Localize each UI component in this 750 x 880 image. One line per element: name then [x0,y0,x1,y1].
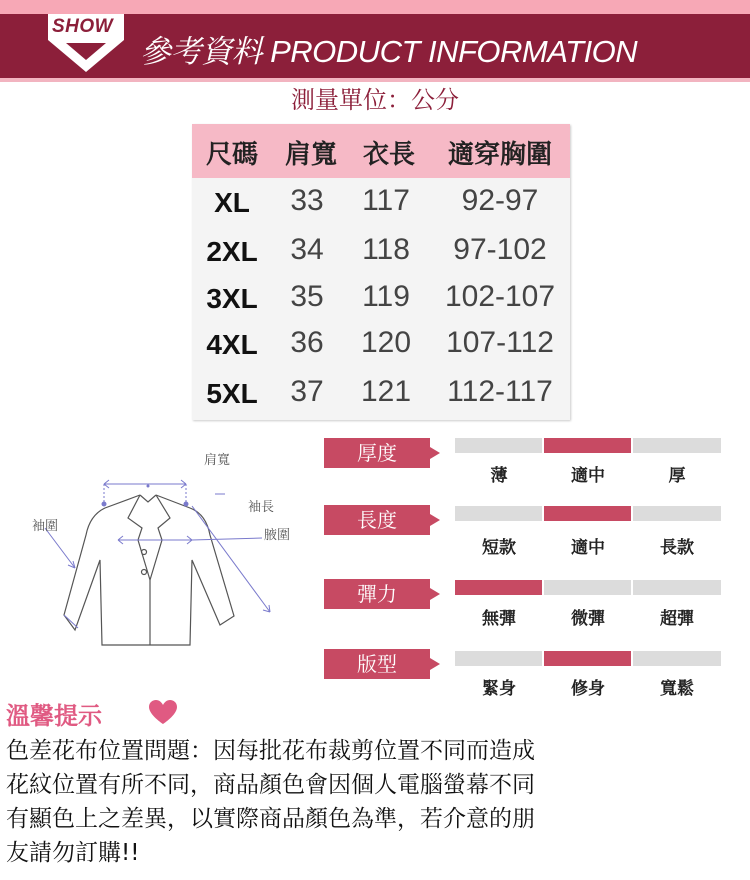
table-cell-shoulder: 37 [290,375,324,408]
scale-fit-seg-3 [633,651,721,666]
table-cell-chest: 92-97 [461,184,539,217]
scale-thickness-seg-2 [544,438,631,453]
banner-title: 參考資料 PRODUCT INFORMATION [140,34,638,69]
scale-thickness-option-1: 薄 [490,466,508,486]
scale-length-seg-2 [544,506,631,521]
header-chest: 適穿胸圍 [447,140,553,170]
table-cell-chest: 102-107 [444,280,556,313]
label-waist: 腋圍 [264,528,291,543]
table-cell-length: 118 [362,233,410,266]
scale-elasticity-tag: 彈力 [324,579,430,609]
table-cell-size: 3XL [206,283,258,314]
top-stripe [0,0,750,14]
table-cell-size: XL [214,187,250,218]
scale-thickness-option-2: 適中 [571,466,605,486]
scale-fit-seg-1 [455,651,542,666]
scale-elasticity-option-1: 無彈 [482,609,516,629]
jacket-diagram [20,440,310,670]
label-shoulder: 肩寬 [204,453,231,468]
scale-fit-seg-2 [544,651,631,666]
scale-length-seg-3 [633,506,721,521]
table-cell-shoulder: 34 [290,233,324,266]
header-size: 尺碼 [205,140,259,170]
show-tag-label: SHOW [52,16,114,37]
scale-thickness-option-3: 厚 [668,466,686,486]
label-sleeve: 袖長 [248,500,275,515]
table-cell-chest: 107-112 [446,326,554,359]
scale-elasticity-seg-2 [544,580,631,595]
tips-title: 溫馨提示 [6,702,102,730]
tips-line: 色差花布位置問題：因每批花布裁剪位置不同而造成 [6,738,535,764]
scale-length-option-1: 短款 [482,538,516,558]
unit-text: 測量單位：公分 [291,86,459,114]
scale-elasticity-seg-1 [455,580,542,595]
table-cell-shoulder: 35 [290,280,324,313]
scale-thickness-tag: 厚度 [324,438,430,468]
tips-line: 花紋位置有所不同，商品顏色會因個人電腦螢幕不同 [6,772,535,798]
show-tag-arrow-inner [66,43,106,60]
scale-length-seg-1 [455,506,542,521]
header-shoulder: 肩寬 [284,140,338,170]
scale-elasticity-option-3: 超彈 [660,609,694,629]
scale-fit-option-1: 緊身 [482,679,516,699]
table-cell-size: 4XL [206,329,258,360]
show-tag [48,14,124,40]
table-cell-length: 121 [360,375,412,408]
scale-elasticity-option-2: 微彈 [571,609,605,629]
scale-length-tag: 長度 [324,505,430,535]
table-cell-length: 119 [362,280,410,313]
scale-length-option-2: 適中 [571,538,605,558]
scale-fit-option-3: 寬鬆 [660,679,694,699]
table-cell-shoulder: 33 [290,184,324,217]
scale-thickness-seg-3 [633,438,721,453]
heart-icon [148,699,178,725]
scale-length-option-3: 長款 [660,538,694,558]
table-cell-length: 120 [360,326,412,359]
table-cell-chest: 112-117 [447,375,553,408]
table-cell-size: 5XL [206,378,258,409]
table-cell-length: 117 [362,184,410,217]
scale-fit-tag: 版型 [324,649,430,679]
scale-elasticity-seg-3 [633,580,721,595]
table-cell-size: 2XL [206,236,258,267]
scale-thickness-seg-1 [455,438,542,453]
scale-fit-option-2: 修身 [571,679,605,699]
tips-body [6,734,748,870]
table-cell-shoulder: 36 [290,326,324,359]
tips-line: 有顯色上之差異，以實際商品顏色為準，若介意的朋 [6,806,535,832]
table-cell-chest: 97-102 [453,233,547,266]
tips-line: 友請勿訂購!! [6,840,140,866]
label-cuff: 袖圍 [32,519,59,534]
header-length: 衣長 [362,140,416,170]
